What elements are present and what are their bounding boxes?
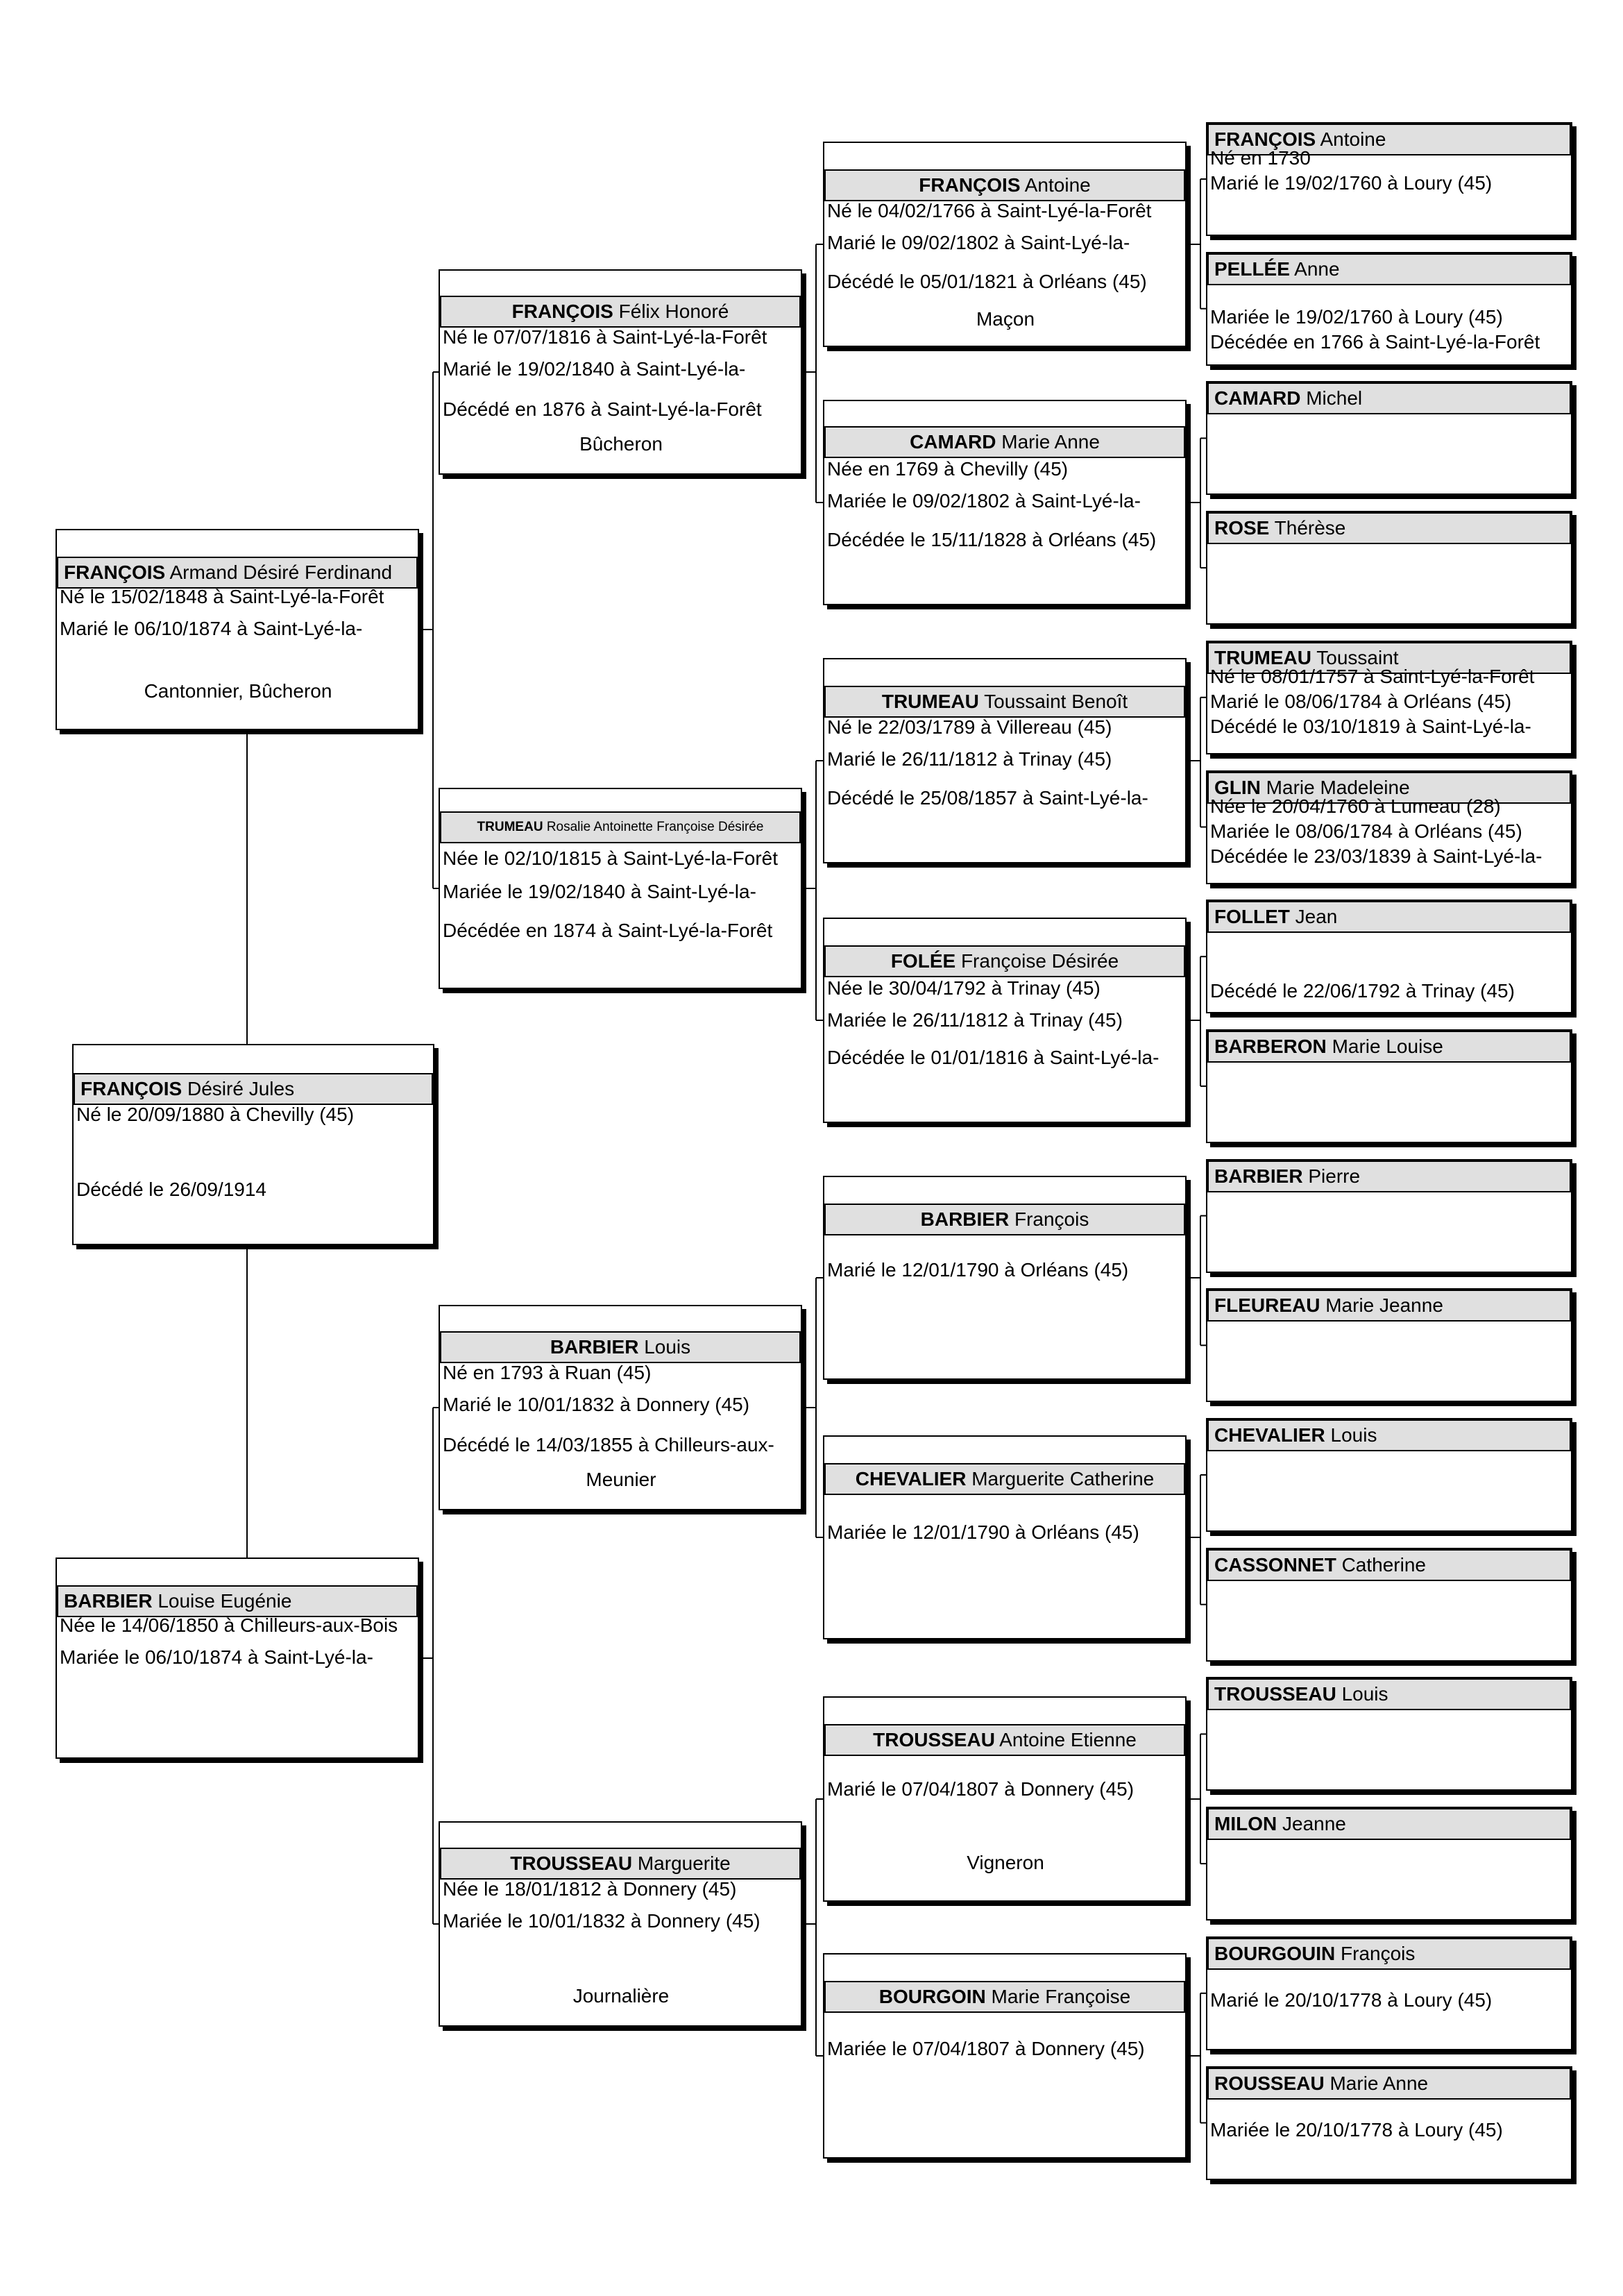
person-box-p20[interactable] [1206, 641, 1572, 754]
person-name [1207, 1290, 1571, 1322]
given-names: Marie Madeleine [1266, 776, 1410, 798]
person-detail-line: Marié le 19/02/1840 à Saint-Lyé-la- [443, 358, 746, 380]
surname: GLIN [1214, 776, 1261, 798]
person-detail-line: Cantonnier, Bûcheron [144, 680, 332, 702]
person-detail-line: Décédé le 05/01/1821 à Orléans (45) [827, 271, 1147, 292]
person-detail-line: Mariée le 19/02/1760 à Loury (45) [1210, 305, 1503, 328]
surname: CAMARD [910, 431, 996, 453]
surname: FRANÇOIS [80, 1078, 182, 1099]
person-box-p24[interactable] [1206, 1159, 1572, 1273]
person-detail-line: Née le 02/10/1815 à Saint-Lyé-la-Forêt [443, 847, 779, 869]
person-box-p2[interactable] [72, 1044, 434, 1245]
person-detail-line: Née en 1769 à Chevilly (45) [827, 458, 1069, 480]
person-detail-line: Décédé le 25/08/1857 à Saint-Lyé-la- [827, 787, 1148, 809]
surname: BARBERON [1214, 1035, 1327, 1057]
given-names: Antoine Etienne [999, 1729, 1137, 1750]
given-names: François [1341, 1942, 1416, 1964]
person-detail-line: Né le 08/01/1757 à Saint-Lyé-la-Forêt [1210, 665, 1535, 687]
person-detail-line: Marié le 09/02/1802 à Saint-Lyé-la- [827, 232, 1130, 253]
given-names: Armand Désiré Ferdinand [169, 562, 393, 583]
surname: TRUMEAU [477, 820, 543, 834]
person-detail-line: Vigneron [967, 1852, 1044, 1873]
person-name [1207, 253, 1571, 285]
person-detail-line: Né le 04/02/1766 à Saint-Lyé-la-Forêt [827, 200, 1152, 221]
person-box-p3[interactable] [56, 1558, 419, 1759]
given-names: Françoise Désirée [960, 950, 1119, 972]
person-name [1207, 1549, 1571, 1581]
person-box-p27[interactable] [1206, 1548, 1572, 1662]
surname: BARBIER [1214, 1165, 1303, 1187]
person-box-p11[interactable] [823, 918, 1187, 1123]
person-box-p8[interactable] [823, 142, 1187, 347]
person-detail-line: Mariée le 06/10/1874 à Saint-Lyé-la- [60, 1646, 373, 1668]
person-detail-line: Décédée en 1874 à Saint-Lyé-la-Forêt [443, 920, 773, 941]
person-detail-line: Meunier [586, 1469, 656, 1490]
given-names: Marie Louise [1332, 1035, 1443, 1057]
person-detail-line: Mariée le 07/04/1807 à Donnery (45) [827, 2038, 1145, 2059]
person-box-p16[interactable] [1206, 122, 1572, 236]
person-name [1207, 1031, 1571, 1063]
person-detail-line: Né en 1730 [1210, 147, 1311, 169]
given-names: Marie Françoise [991, 1986, 1131, 2007]
person-detail-line: Journalière [572, 1985, 670, 2007]
surname: ROSE [1214, 517, 1270, 539]
person-name [824, 1204, 1185, 1235]
person-name [440, 811, 801, 843]
person-box-p10[interactable] [823, 658, 1187, 863]
surname: FLEUREAU [1214, 1294, 1320, 1317]
person-name [824, 945, 1185, 977]
person-detail-line: Mariée le 08/06/1784 à Orléans (45) [1210, 820, 1522, 842]
person-box-p12[interactable] [823, 1176, 1187, 1380]
surname: BOURGOUIN [1214, 1942, 1336, 1964]
person-detail-line: Mariée le 09/02/1802 à Saint-Lyé-la- [827, 490, 1141, 512]
surname: TROUSSEAU [510, 1852, 633, 1874]
person-detail-line: Né le 22/03/1789 à Villereau (45) [827, 716, 1112, 738]
surname: FRANÇOIS [64, 562, 166, 583]
person-detail-line: Décédé le 26/09/1914 [76, 1179, 266, 1200]
surname: TRUMEAU [1214, 646, 1311, 668]
surname: TROUSSEAU [1214, 1683, 1336, 1705]
given-names: Pierre [1308, 1165, 1361, 1187]
given-names: Louis [644, 1336, 691, 1358]
person-detail-line: Décédé le 22/06/1792 à Trinay (45) [1210, 980, 1515, 1002]
given-names: Michel [1306, 387, 1363, 410]
person-detail-line: Marié le 12/01/1790 à Orléans (45) [827, 1259, 1129, 1281]
person-detail-line: Décédé en 1876 à Saint-Lyé-la-Forêt [443, 398, 762, 420]
person-detail-line: Décédé le 03/10/1819 à Saint-Lyé-la- [1210, 715, 1531, 737]
given-names: Marie Anne [1001, 431, 1100, 453]
person-detail-line: Mariée le 26/11/1812 à Trinay (45) [827, 1009, 1123, 1031]
person-name [57, 1585, 418, 1617]
person-name [1207, 1419, 1571, 1451]
surname: CASSONNET [1214, 1553, 1336, 1576]
person-name [1207, 2068, 1571, 2100]
person-box-p25[interactable] [1206, 1288, 1572, 1402]
person-box-p19[interactable] [1206, 511, 1572, 625]
person-detail-line: Marié le 10/01/1832 à Donnery (45) [443, 1394, 750, 1415]
person-detail-line: Marié le 08/06/1784 à Orléans (45) [1210, 690, 1512, 712]
person-box-p23[interactable] [1206, 1029, 1572, 1143]
given-names: Toussaint Benoît [984, 691, 1128, 712]
person-detail-line: Mariée le 20/10/1778 à Loury (45) [1210, 2118, 1503, 2141]
person-detail-line: Marié le 20/10/1778 à Loury (45) [1210, 1989, 1493, 2011]
given-names: Thérèse [1274, 517, 1346, 539]
surname: TRUMEAU [881, 691, 979, 712]
person-box-p29[interactable] [1206, 1807, 1572, 1921]
person-detail-line: Marié le 07/04/1807 à Donnery (45) [827, 1778, 1135, 1800]
surname: FRANÇOIS [1214, 128, 1316, 150]
surname: ROUSSEAU [1214, 2072, 1325, 2094]
person-detail-line: Mariée le 10/01/1832 à Donnery (45) [443, 1910, 760, 1932]
surname: PELLÉE [1214, 258, 1290, 280]
person-name [440, 296, 801, 328]
person-detail-line: Maçon [976, 308, 1035, 330]
given-names: Louis [1330, 1424, 1377, 1446]
person-box-p15[interactable] [823, 1953, 1187, 2159]
person-name [824, 1463, 1185, 1495]
person-detail-line: Décédée en 1766 à Saint-Lyé-la-Forêt [1210, 330, 1540, 353]
given-names: Marie Anne [1329, 2072, 1429, 2094]
person-box-p13[interactable] [823, 1435, 1187, 1639]
person-box-p4[interactable] [439, 269, 802, 475]
given-names: Désiré Jules [187, 1078, 295, 1099]
person-box-p31[interactable] [1206, 2066, 1572, 2180]
person-detail-line: Né le 15/02/1848 à Saint-Lyé-la-Forêt [60, 586, 384, 607]
person-detail-line: Née le 18/01/1812 à Donnery (45) [443, 1878, 737, 1900]
person-box-p30[interactable] [1206, 1936, 1572, 2050]
given-names: Jean [1295, 906, 1338, 928]
person-name [74, 1073, 433, 1105]
given-names: Marguerite [637, 1852, 731, 1874]
person-detail-line: Né le 20/09/1880 à Chevilly (45) [76, 1104, 355, 1125]
person-name [1207, 512, 1571, 544]
person-box-p7[interactable] [439, 1821, 802, 2027]
person-detail-line: Bûcheron [579, 433, 663, 455]
person-name [824, 686, 1185, 718]
given-names: Catherine [1341, 1553, 1426, 1576]
surname: BOURGOIN [878, 1986, 986, 2007]
person-name [1207, 1678, 1571, 1710]
given-names: Jeanne [1282, 1813, 1346, 1835]
surname: BARBIER [550, 1336, 639, 1358]
given-names: Louise Eugénie [158, 1590, 292, 1612]
person-detail-line: Décédée le 23/03/1839 à Saint-Lyé-la- [1210, 845, 1543, 867]
person-name [1207, 382, 1571, 414]
person-detail-line: Marié le 19/02/1760 à Loury (45) [1210, 172, 1493, 194]
person-name [824, 1981, 1185, 2013]
person-detail-line: Né le 07/07/1816 à Saint-Lyé-la-Forêt [443, 326, 767, 348]
surname: TROUSSEAU [873, 1729, 995, 1750]
person-detail-line: Mariée le 19/02/1840 à Saint-Lyé-la- [443, 881, 756, 902]
surname: BARBIER [64, 1590, 153, 1612]
person-detail-line: Mariée le 12/01/1790 à Orléans (45) [827, 1521, 1139, 1543]
person-name [440, 1331, 801, 1363]
surname: FOLÉE [890, 950, 956, 972]
person-detail-line: Marié le 06/10/1874 à Saint-Lyé-la- [60, 618, 363, 639]
person-name [824, 1724, 1185, 1756]
person-detail-line: Née le 30/04/1792 à Trinay (45) [827, 977, 1101, 999]
given-names: Anne [1294, 258, 1340, 280]
person-name [824, 426, 1185, 458]
surname: FOLLET [1214, 906, 1290, 928]
person-box-p17[interactable] [1206, 252, 1572, 366]
person-box-p14[interactable] [823, 1696, 1187, 1902]
person-box-p5[interactable] [439, 788, 802, 989]
person-name [1207, 1160, 1571, 1192]
person-detail-line: Marié le 26/11/1812 à Trinay (45) [827, 748, 1112, 770]
person-box-p9[interactable] [823, 400, 1187, 605]
given-names: Toussaint [1316, 646, 1399, 668]
given-names: Marie Jeanne [1325, 1294, 1443, 1317]
person-name [1207, 1808, 1571, 1840]
person-name [824, 169, 1185, 201]
surname: CHEVALIER [855, 1468, 967, 1489]
surname: CAMARD [1214, 387, 1301, 410]
surname: FRANÇOIS [919, 174, 1021, 196]
given-names: Rosalie Antoinette Françoise Désirée [546, 820, 764, 834]
person-box-p6[interactable] [439, 1305, 802, 1510]
person-box-p21[interactable] [1206, 770, 1572, 884]
person-box-p22[interactable] [1206, 900, 1572, 1013]
person-box-p18[interactable] [1206, 381, 1572, 495]
person-detail-line: Né en 1793 à Ruan (45) [443, 1362, 652, 1383]
person-box-p1[interactable] [56, 529, 419, 730]
surname: BARBIER [920, 1208, 1010, 1230]
person-box-p28[interactable] [1206, 1677, 1572, 1791]
given-names: Antoine [1024, 174, 1091, 196]
surname: CHEVALIER [1214, 1424, 1325, 1446]
surname: FRANÇOIS [511, 301, 613, 322]
given-names: Antoine [1320, 128, 1386, 150]
person-detail-line: Née le 20/04/1760 à Lumeau (28) [1210, 795, 1501, 817]
person-box-p26[interactable] [1206, 1418, 1572, 1532]
given-names: François [1014, 1208, 1089, 1230]
given-names: Louis [1341, 1683, 1388, 1705]
person-name [1207, 1938, 1571, 1970]
person-detail-line: Décédée le 01/01/1816 à Saint-Lyé-la- [827, 1047, 1159, 1068]
given-names: Marguerite Catherine [971, 1468, 1155, 1489]
person-name [57, 557, 418, 589]
person-detail-line: Née le 14/06/1850 à Chilleurs-aux-Bois [60, 1614, 398, 1636]
given-names: Félix Honoré [618, 301, 729, 322]
person-detail-line: Décédé le 14/03/1855 à Chilleurs-aux- [443, 1434, 774, 1455]
person-name [1207, 901, 1571, 933]
surname: MILON [1214, 1813, 1277, 1835]
person-name [440, 1848, 801, 1880]
person-detail-line: Décédée le 15/11/1828 à Orléans (45) [827, 529, 1157, 550]
